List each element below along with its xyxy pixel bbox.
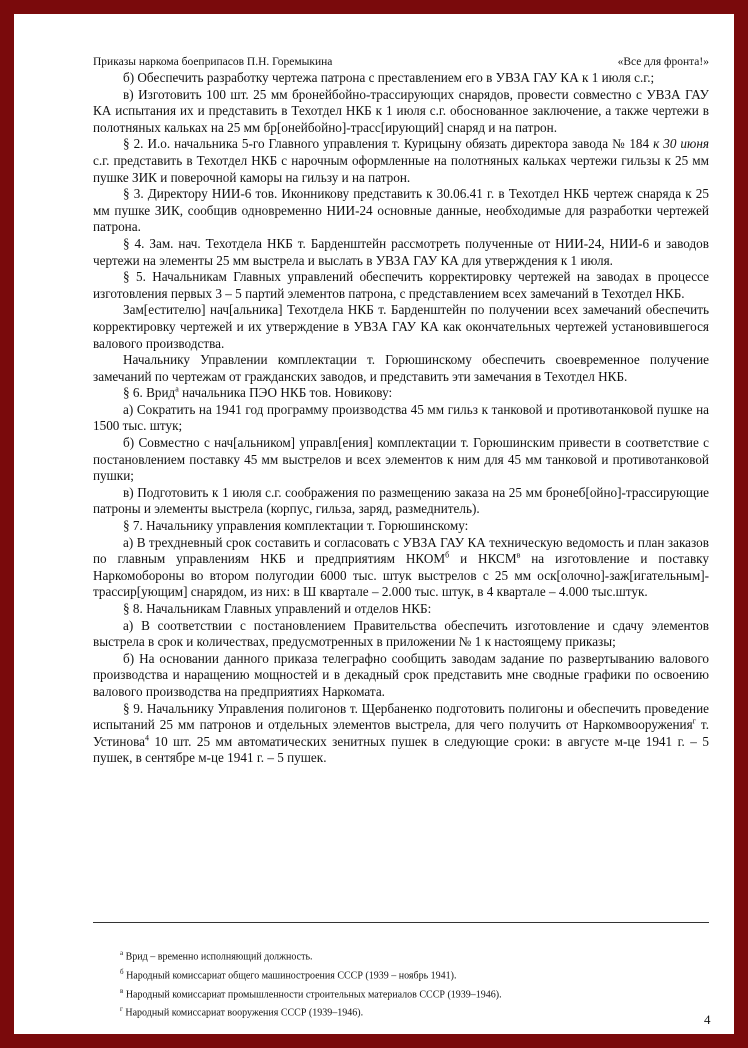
footnote-ref-a: а: [175, 384, 179, 394]
paragraph-6: § 5. Начальникам Главных управлений обеспечить корректировку чертежей на заводах в процессе изготовления первых 3 – 5 партий элементов патрона, с представлением всех замечаний в Техотдел НКБ.: [93, 269, 709, 301]
paragraph-18: § 9. Начальнику Управления полигонов т. Щербаненко подготовить полигоны и обеспечить проведение испытаний 25 мм патронов и отдельных элементов выстрела, для чего получить от Наркомвооружения$^г$ т. Устинова$^4$ 10 шт. 25 мм автоматических зенитных пушек в следующие сроки: в августе м-це 1941 г. – 5 пушек, в сентябре м-це 1941 г. – 5 пушек.: [93, 700, 709, 766]
paragraph-9: § 6. Врид$^а$ начальника ПЭО НКБ тов. Новикову:: [123, 384, 393, 401]
paragraph-10: а) Сократить на 1941 год программу производства 45 мм гильз к танковой и противотанковой пушке на 1500 тыс. штук;: [93, 401, 709, 434]
header-left: Приказы наркома боеприпасов П.Н. Горемыкина: [93, 56, 333, 68]
footnote-ref-4: 4: [144, 733, 149, 743]
paragraph-13: § 7. Начальнику управления комплектации т. Горюшинскому:: [123, 518, 469, 534]
paragraph-2: в) Изготовить 100 шт. 25 мм бронейбойно-трассирующих снарядов, провести совместно с УВЗА ГАУ КА испытания их и представить в Техотдел НКБ к 1 июля с.г. обоснованное заключение, а также чертежи в полотняных кальках на 25 мм бр[онейбойно]-трасс[ирующий] снаряд и на патрон.: [93, 86, 709, 135]
footnote-ref-b: б: [445, 550, 450, 560]
paragraph-15: § 8. Начальникам Главных управлений и отделов НКБ:: [123, 601, 432, 616]
paragraph-7: Зам[естителю] нач[альника] Техотдела НКБ т. Барденштейн по получении всех замечаний обеспечить корректировку чертежей и их утверждение в УВЗА ГАУ КА как окончательных чертежей установившегося валового производства.: [93, 302, 709, 351]
paragraph-12: в) Подготовить к 1 июля с.г. соображения по размещению заказа на 25 мм бронеб[ойно]-трассирующие патроны и элементы выстрела (корпус, гильза, заряд, размеднитель).: [93, 484, 709, 517]
footnote-ref-g: г: [692, 716, 696, 726]
footnotes: [120, 946, 700, 1021]
header-right: «Все для фронта!»: [617, 56, 709, 68]
paragraph-4: § 3. Директору НИИ-6 тов. Иконникову представить к 30.06.41 г. в Техотдел НКБ чертеж снаряда к 25 мм пушке ЗИК, сообщив одновременно НИИ-24 основные данные, необходимые для разработки чертежей патрона.: [93, 186, 709, 235]
footnote-divider: [93, 922, 709, 923]
footnote-g: $^г$ Народный комиссариат вооружения СССР (1939–1946).: [120, 1005, 364, 1019]
footnote-ref-v: в: [516, 550, 521, 560]
paragraph-17: б) На основании данного приказа телеграфно сообщить заводам задание по развертыванию валового производства и наращению мощностей и в декадный срок представить мне сводные графики по освоению валового производства на предприятиях Наркомата.: [93, 650, 709, 699]
page-number: 4: [704, 1012, 711, 1027]
footnote-b: $^б$ Народный комиссариат общего машиностроения СССР (1939 – ноябрь 1941).: [120, 967, 457, 982]
footnote-v: $^в$ Народный комиссариат промышленности строительных материалов СССР (1939–1946).: [120, 986, 502, 1000]
paragraph-11: б) Совместно с нач[альником] управл[ения] комплектации т. Горюшинским привести в соответствие с постановлением поставку 45 мм выстрелов и всех элементов к ним для 45 мм танковой и противотанковой пушки;: [93, 435, 709, 484]
document-page: [14, 14, 734, 1034]
body-text: [93, 70, 709, 767]
paragraph-8: Начальнику Управлении комплектации т. Горюшинскому обеспечить своевременное получение замечаний по чертежам от гражданских заводов, и представить эти замечания в Техотдел НКБ.: [93, 352, 709, 384]
running-header: [93, 56, 709, 68]
paragraph-16: а) В соответствии с постановлением Правительства обеспечить изготовление и сдачу элементов выстрела в срок и количествах, предусмотренных в приложении № 1 к настоящему приказы;: [93, 617, 709, 650]
paragraph-14: а) В трехдневный срок составить и согласовать с УВЗА ГАУ КА техническую ведомость и план заказов по главным управлениям НКБ и предприятиям $НКОМ^б$ и $НКСМ^в$ на изготовление и поставку Наркомобороны во втором полугодии 6000 тыс. штук выстрелов с 25 мм оск[олочно]-заж[игательным]-трассир[ующим] снарядом, из них: в Ш квартале – 2.000 тыс. штук, в 4 квартале – 4.000 тыс.штук.: [93, 534, 709, 600]
paragraph-1: б) Обеспечить разработку чертежа патрона с преставлением его в УВЗА ГАУ КА к 1 июля с.г.;: [123, 70, 655, 85]
footnote-a: $^а$ Врид – временно исполняющий должность.: [120, 949, 313, 963]
paragraph-3: § 2. И.о. начальника 5-го Главного управления т. Курицыну обязать директора завода № 184 к 30 июня с.г. представить в Техотдел НКБ с нарочным оформленные на полотняных кальках чертежи гильзы к 25 мм пушке ЗИК и поверочной каморы на гильзу и на патрон.: [93, 136, 709, 185]
paragraph-5: § 4. Зам. нач. Техотдела НКБ т. Барденштейн рассмотреть полученные от НИИ-24, НИИ-6 и заводов чертежи на элементы 25 мм выстрела и выслать в УВЗА ГАУ КА для утверждения к 1 июля.: [93, 235, 709, 268]
